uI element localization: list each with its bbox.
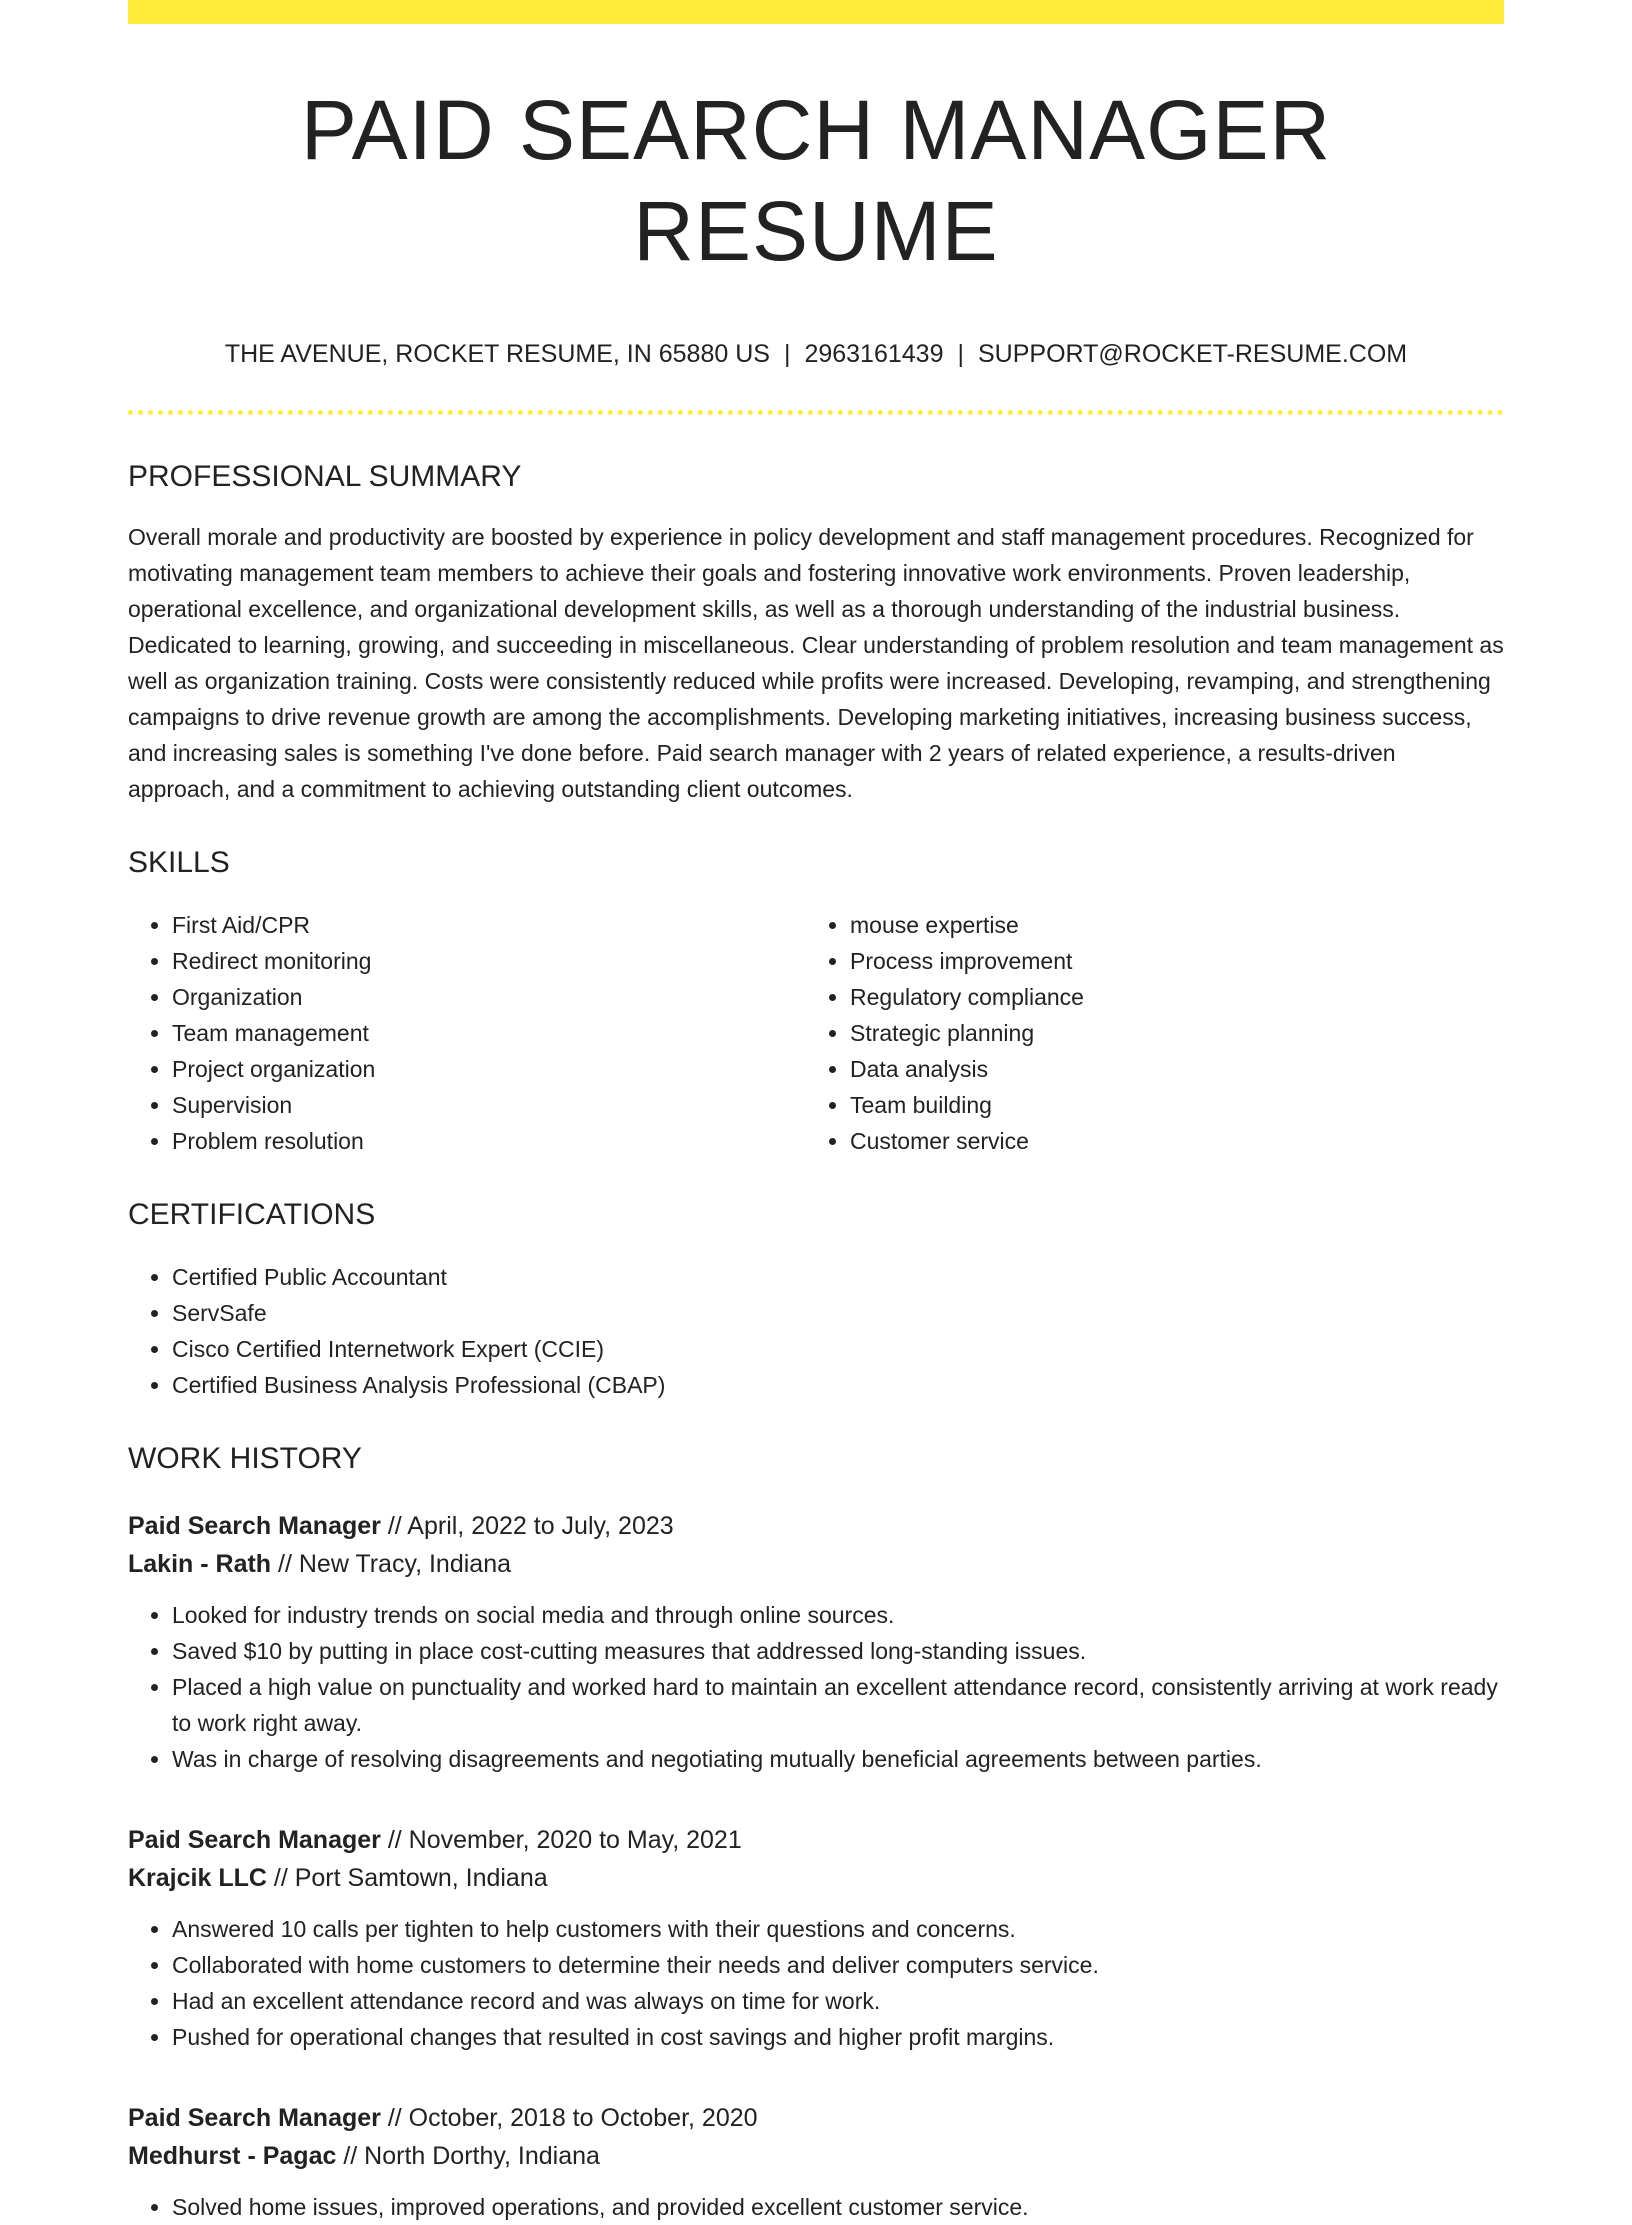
resume-title: PAID SEARCH MANAGER RESUME [300, 83, 1332, 278]
job-duties [128, 1911, 1504, 2055]
job-dates: // October, 2018 to October, 2020 [380, 2104, 758, 2133]
job-duty: • Solved home issues, improved operations, and provided excellent customer service. [172, 2189, 1504, 2225]
job-role: Paid Search Manager [128, 1826, 381, 1855]
skills-heading: SKILLS [128, 846, 230, 880]
job-company-line [128, 1859, 1504, 1897]
skill-item: • Project organization [172, 1051, 806, 1087]
contact-separator: | [957, 339, 964, 368]
job-dates: // November, 2020 to May, 2021 [380, 1826, 742, 1855]
skill-item: • Redirect monitoring [172, 943, 806, 979]
skill-item: • Process improvement [850, 943, 1484, 979]
job-duty: • Was in charge of resolving disagreements and negotiating mutually beneficial agreements between parties. [172, 1741, 1504, 1777]
skill-item: • Organization [172, 979, 806, 1015]
job-company: Krajcik LLC [128, 1864, 267, 1893]
resume-page [128, 0, 1504, 2225]
contact-line [128, 338, 1504, 371]
skill-item: • mouse expertise [850, 907, 1484, 943]
job-entry [128, 1507, 1504, 1777]
certification-item: • Cisco Certified Internetwork Expert (CCIE) [172, 1331, 1504, 1367]
certification-item: • Certified Business Analysis Professional (CBAP) [172, 1367, 1504, 1403]
skill-item: • First Aid/CPR [172, 907, 806, 943]
contact-phone: 2963161439 [804, 339, 944, 368]
job-company-line [128, 1545, 1504, 1583]
contact-address: THE AVENUE, ROCKET RESUME, IN 65880 US [224, 339, 770, 368]
job-company-line [128, 2137, 1504, 2175]
top-accent-bar [128, 0, 1504, 24]
skill-item: • Customer service [850, 1123, 1484, 1159]
certifications-heading: CERTIFICATIONS [128, 1198, 376, 1232]
work-history-heading: WORK HISTORY [128, 1442, 362, 1476]
job-title-line [128, 2099, 1504, 2137]
job-company: Medhurst - Pagac [128, 2142, 337, 2171]
skills-column-right [806, 907, 1484, 1159]
job-duty: • Answered 10 calls per tighten to help customers with their questions and concerns. [172, 1911, 1504, 1947]
job-location: // Port Samtown, Indiana [266, 1864, 548, 1893]
summary-text: Overall morale and productivity are boosted by experience in policy development and staff management procedures. Recognized for motivating management team members to achieve their goals and fostering innovative work environments. Proven leadership, operational excellence, and organizational development skills, as well as a thorough understanding of the industrial business. Dedicated to learning, growing, and succeeding in miscellaneous. Clear understanding of problem resolution and team management as well as organization training. Costs were consistently reduced while profits were increased. Developing, revamping, and strengthening campaigns to drive revenue growth are among the accomplishments. Developing marketing initiatives, increasing business success, and increasing sales is something I've done before. Paid search manager with 2 years of related experience, a results-driven approach, and a commitment to achieving outstanding client outcomes. [128, 524, 1504, 803]
job-entry [128, 1821, 1504, 2055]
certification-item: • Certified Public Accountant [172, 1259, 1504, 1295]
job-duties [128, 1597, 1504, 1777]
job-duty: • Had an excellent attendance record and was always on time for work. [172, 1983, 1504, 2019]
certifications-list [128, 1259, 1504, 1403]
skill-item: • Team building [850, 1087, 1484, 1123]
contact-separator: | [783, 339, 791, 368]
certification-item: • ServSafe [172, 1295, 1504, 1331]
skill-item: • Regulatory compliance [850, 979, 1484, 1015]
job-duty: • Saved $10 by putting in place cost-cutting measures that addressed long-standing issues. [172, 1633, 1504, 1669]
job-title-line [128, 1507, 1504, 1545]
job-duty: • Collaborated with home customers to determine their needs and deliver computers service. [172, 1947, 1504, 1983]
job-location: // North Dorthy, Indiana [336, 2142, 600, 2171]
job-entry [128, 2099, 1504, 2225]
job-dates: // April, 2022 to July, 2023 [380, 1512, 674, 1541]
job-duties [128, 2189, 1504, 2225]
dotted-divider [128, 410, 1504, 415]
job-role: Paid Search Manager [128, 2104, 381, 2133]
skill-item: • Data analysis [850, 1051, 1484, 1087]
skill-item: • Strategic planning [850, 1015, 1484, 1051]
job-role: Paid Search Manager [128, 1512, 381, 1541]
summary-heading: PROFESSIONAL SUMMARY [128, 460, 522, 494]
job-duty: • Pushed for operational changes that resulted in cost savings and higher profit margins. [172, 2019, 1504, 2055]
job-location: // New Tracy, Indiana [271, 1550, 511, 1579]
contact-email: SUPPORT@ROCKET-RESUME.COM [977, 339, 1408, 368]
job-duty: • Looked for industry trends on social media and through online sources. [172, 1597, 1504, 1633]
skill-item: • Team management [172, 1015, 806, 1051]
job-company: Lakin - Rath [128, 1550, 272, 1579]
skill-item: • Problem resolution [172, 1123, 806, 1159]
job-duty: • Placed a high value on punctuality and worked hard to maintain an excellent attendance record, consistently arriving at work ready to work right away. [172, 1669, 1504, 1741]
skills-column-left [128, 907, 806, 1159]
skills-list [128, 907, 1504, 1159]
job-title-line [128, 1821, 1504, 1859]
skill-item: • Supervision [172, 1087, 806, 1123]
